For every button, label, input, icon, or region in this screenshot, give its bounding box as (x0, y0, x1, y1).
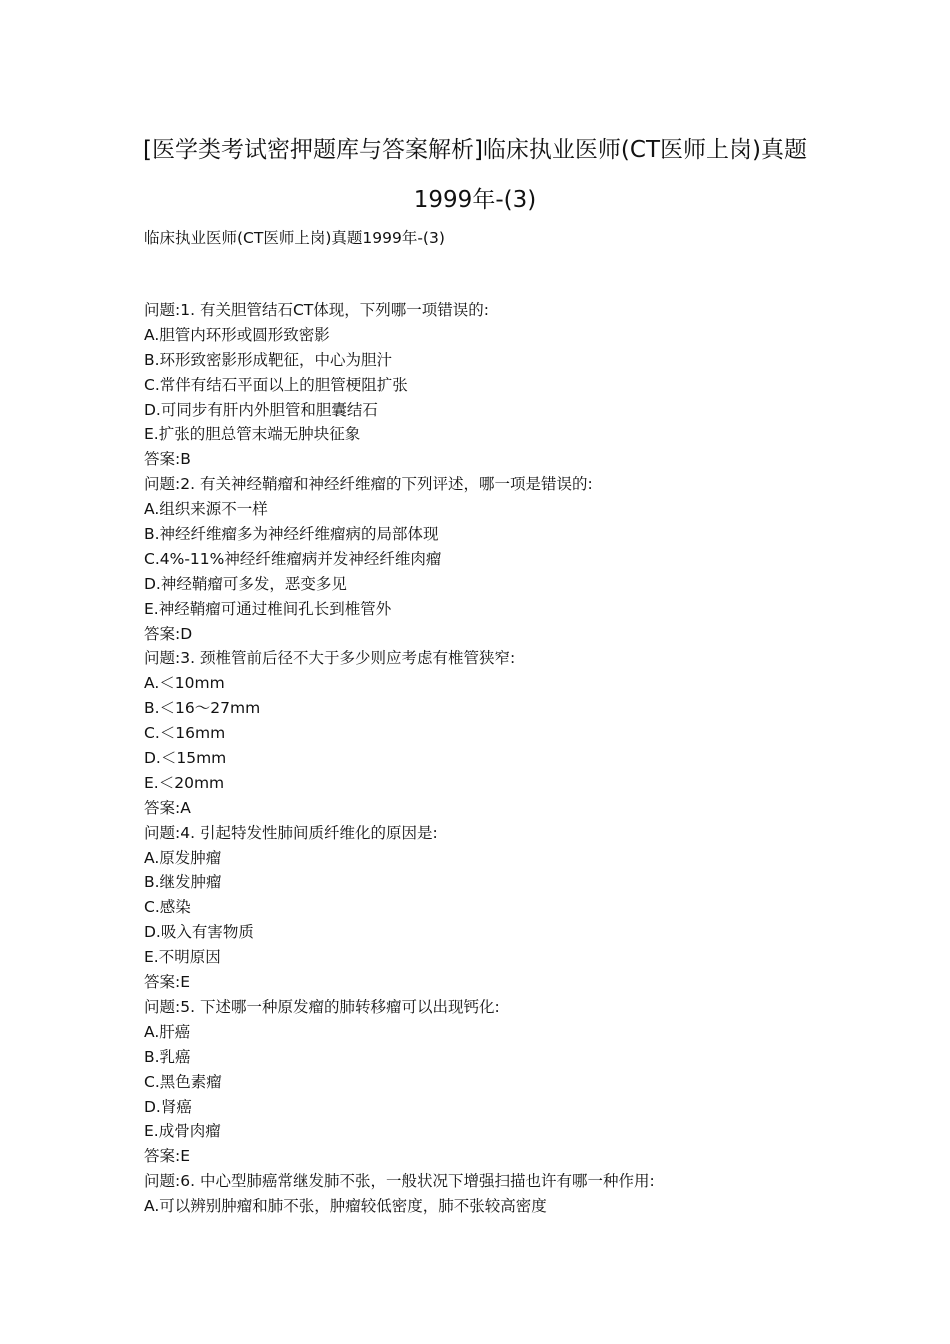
document-subtitle: 临床执业医师(CT医师上岗)真题1999年-(3) (144, 229, 445, 247)
question-5-option-d: D.肾癌 (144, 1097, 192, 1116)
question-1-option-c: C.常伴有结石平面以上的胆管梗阻扩张 (144, 375, 408, 394)
question-4-option-c: C.感染 (144, 898, 191, 917)
question-2-answer: 答案:D (144, 624, 193, 643)
question-5-option-c: C.黑色素瘤 (144, 1072, 222, 1091)
question-4-option-a: A.原发肿瘤 (144, 848, 222, 867)
question-2-text: 问题:2. 有关神经鞘瘤和神经纤维瘤的下列评述，哪一项是错误的: (144, 475, 593, 494)
question-2-option-d: D.神经鞘瘤可多发，恶变多见 (144, 574, 347, 593)
question-4-option-d: D.吸入有害物质 (144, 923, 254, 942)
document-title-line-1: [医学类考试密押题库与答案解析]临床执业医师(CT医师上岗)真题 (142, 137, 807, 163)
question-4-text: 问题:4. 引起特发性肺间质纤维化的原因是: (144, 823, 438, 842)
document-title-line-2: 1999年-(3) (413, 187, 537, 213)
question-6-option-a: A.可以辨别肿瘤和肺不张，肿瘤较低密度，肺不张较高密度 (144, 1197, 547, 1216)
question-2-option-b: B.神经纤维瘤多为神经纤维瘤病的局部体现 (144, 525, 439, 544)
question-6-text: 问题:6. 中心型肺癌常继发肺不张，一般状况下增强扫描也许有哪一种作用: (144, 1172, 655, 1191)
question-4-answer: 答案:E (144, 973, 191, 992)
question-3-option-b: B.＜16～27mm (144, 699, 261, 718)
question-2-option-e: E.神经鞘瘤可通过椎间孔长到椎管外 (144, 599, 392, 618)
question-4-option-e: E.不明原因 (144, 948, 221, 967)
question-2-option-a: A.组织来源不一样 (144, 500, 268, 519)
question-5-answer: 答案:E (144, 1147, 191, 1166)
question-5-option-b: B.乳癌 (144, 1047, 191, 1066)
question-5-option-e: E.成骨肉瘤 (144, 1122, 221, 1141)
question-1-option-b: B.环形致密影形成靶征，中心为胆汁 (144, 350, 393, 369)
question-3-option-d: D.＜15mm (144, 749, 227, 768)
question-3-option-e: E.＜20mm (144, 773, 225, 792)
question-2-option-c: C.4%-11%神经纤维瘤病并发神经纤维肉瘤 (144, 549, 442, 568)
question-1-text: 问题:1. 有关胆管结石CT体现，下列哪一项错误的: (144, 301, 489, 319)
question-1-option-d: D.可同步有肝内外胆管和胆囊结石 (144, 400, 378, 419)
question-5-option-a: A.肝癌 (144, 1022, 191, 1041)
question-4-option-b: B.继发肿瘤 (144, 873, 222, 892)
question-1-option-e: E.扩张的胆总管末端无肿块征象 (144, 425, 361, 444)
question-1-answer: 答案:B (144, 450, 191, 469)
question-3-option-a: A.＜10mm (144, 674, 225, 693)
question-5-text: 问题:5. 下述哪一种原发瘤的肺转移瘤可以出现钙化: (144, 997, 500, 1016)
question-1-option-a: A.胆管内环形或圆形致密影 (144, 325, 330, 344)
question-3-answer: 答案:A (144, 798, 191, 817)
question-list (144, 298, 904, 1219)
question-3-text: 问题:3. 颈椎管前后径不大于多少则应考虑有椎管狭窄: (144, 649, 516, 668)
question-3-option-c: C.＜16mm (144, 724, 226, 743)
